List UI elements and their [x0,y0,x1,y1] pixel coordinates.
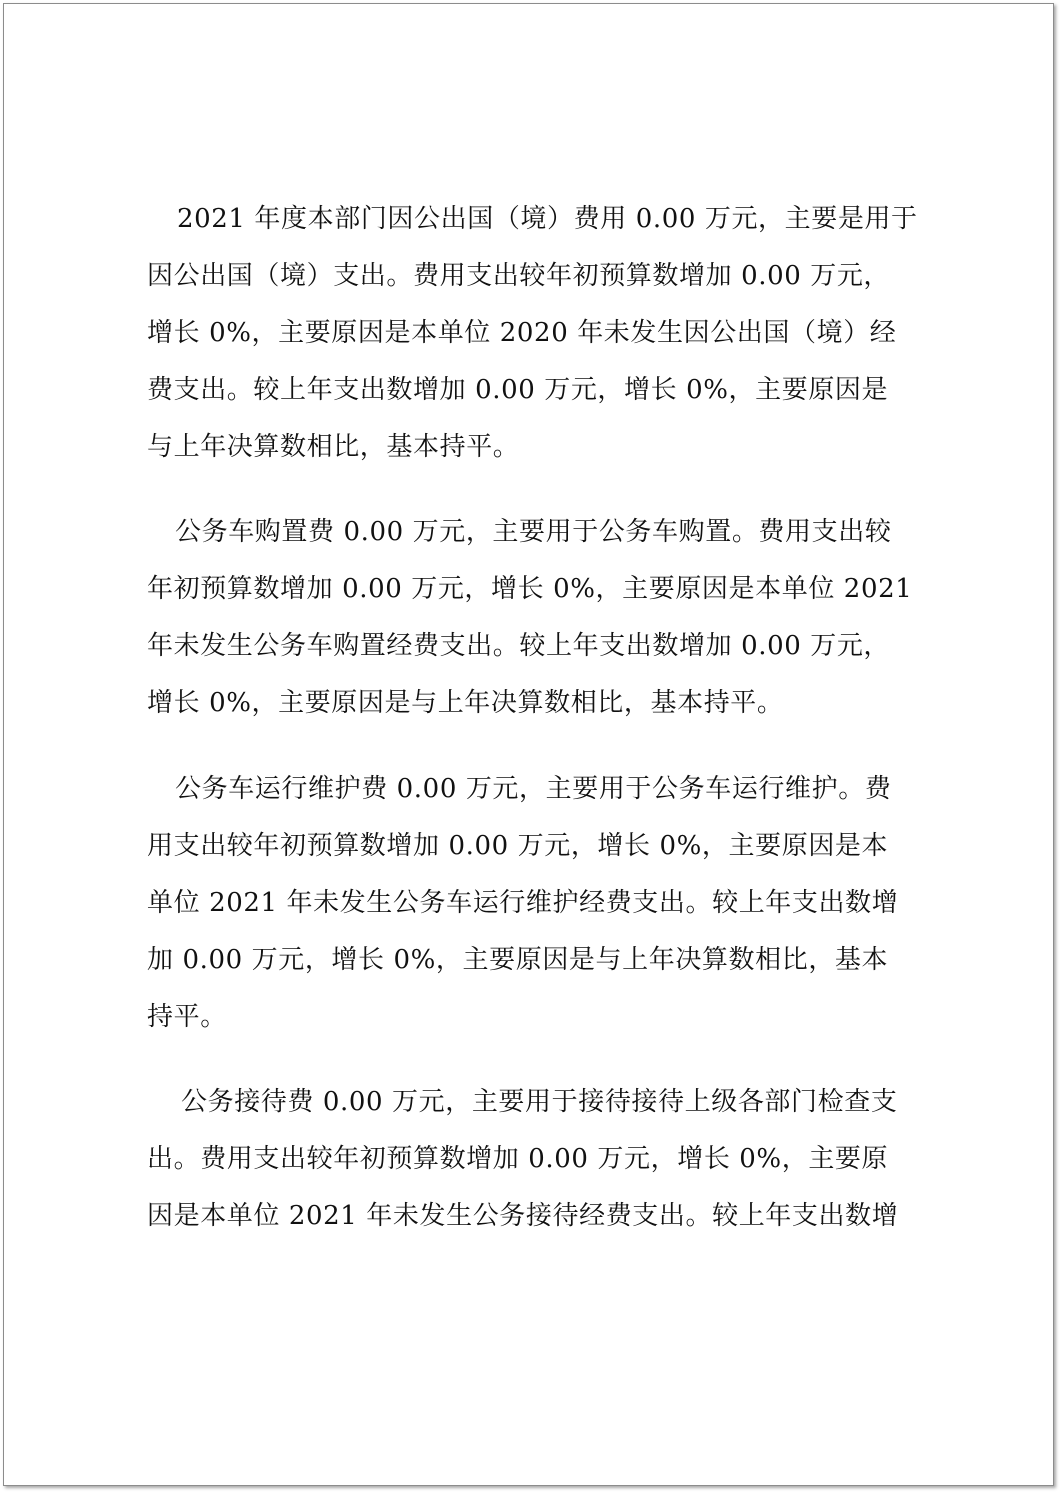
paragraph-line: 因是本单位 2021 年未发生公务接待经费支出。较上年支出数增 [147,1201,899,1231]
paragraph-line: 用支出较年初预算数增加 0.00 万元，增长 0%，主要原因是本 [147,831,889,861]
paragraph-line: 年未发生公务车购置经费支出。较上年支出数增加 0.00 万元， [147,631,891,661]
paragraph-line: 出。费用支出较年初预算数增加 0.00 万元，增长 0%，主要原 [147,1144,889,1174]
paragraph-line: 公务接待费 0.00 万元，主要用于接待接待上级各部门检查支 [181,1087,898,1117]
paragraph-line: 持平。 [147,1002,227,1032]
paragraph-overseas-travel [147,191,927,476]
paragraph-vehicle-maintenance [147,761,927,1046]
paragraph-line: 增长 0%，主要原因是与上年决算数相比，基本持平。 [147,688,784,718]
paragraph-line: 费支出。较上年支出数增加 0.00 万元，增长 0%，主要原因是 [147,375,889,405]
paragraph-line: 公务车购置费 0.00 万元，主要用于公务车购置。费用支出较 [175,517,892,547]
paragraph-line: 2021 年度本部门因公出国（境）费用 0.00 万元，主要是用于 [177,204,918,234]
paragraph-line: 单位 2021 年未发生公务车运行维护经费支出。较上年支出数增 [147,888,899,918]
paragraph-line: 增长 0%，主要原因是本单位 2020 年未发生因公出国（境）经 [147,318,897,348]
paragraph-line: 年初预算数增加 0.00 万元，增长 0%，主要原因是本单位 2021 [147,574,913,604]
document-page [3,3,1054,1486]
paragraph-line: 与上年决算数相比，基本持平。 [147,432,520,462]
paragraph-official-reception [147,1074,927,1245]
paragraph-line: 公务车运行维护费 0.00 万元，主要用于公务车运行维护。费 [175,774,892,804]
paragraph-line: 加 0.00 万元，增长 0%，主要原因是与上年决算数相比，基本 [147,945,889,975]
paragraph-vehicle-purchase [147,504,927,732]
paragraph-line: 因公出国（境）支出。费用支出较年初预算数增加 0.00 万元， [147,261,891,291]
